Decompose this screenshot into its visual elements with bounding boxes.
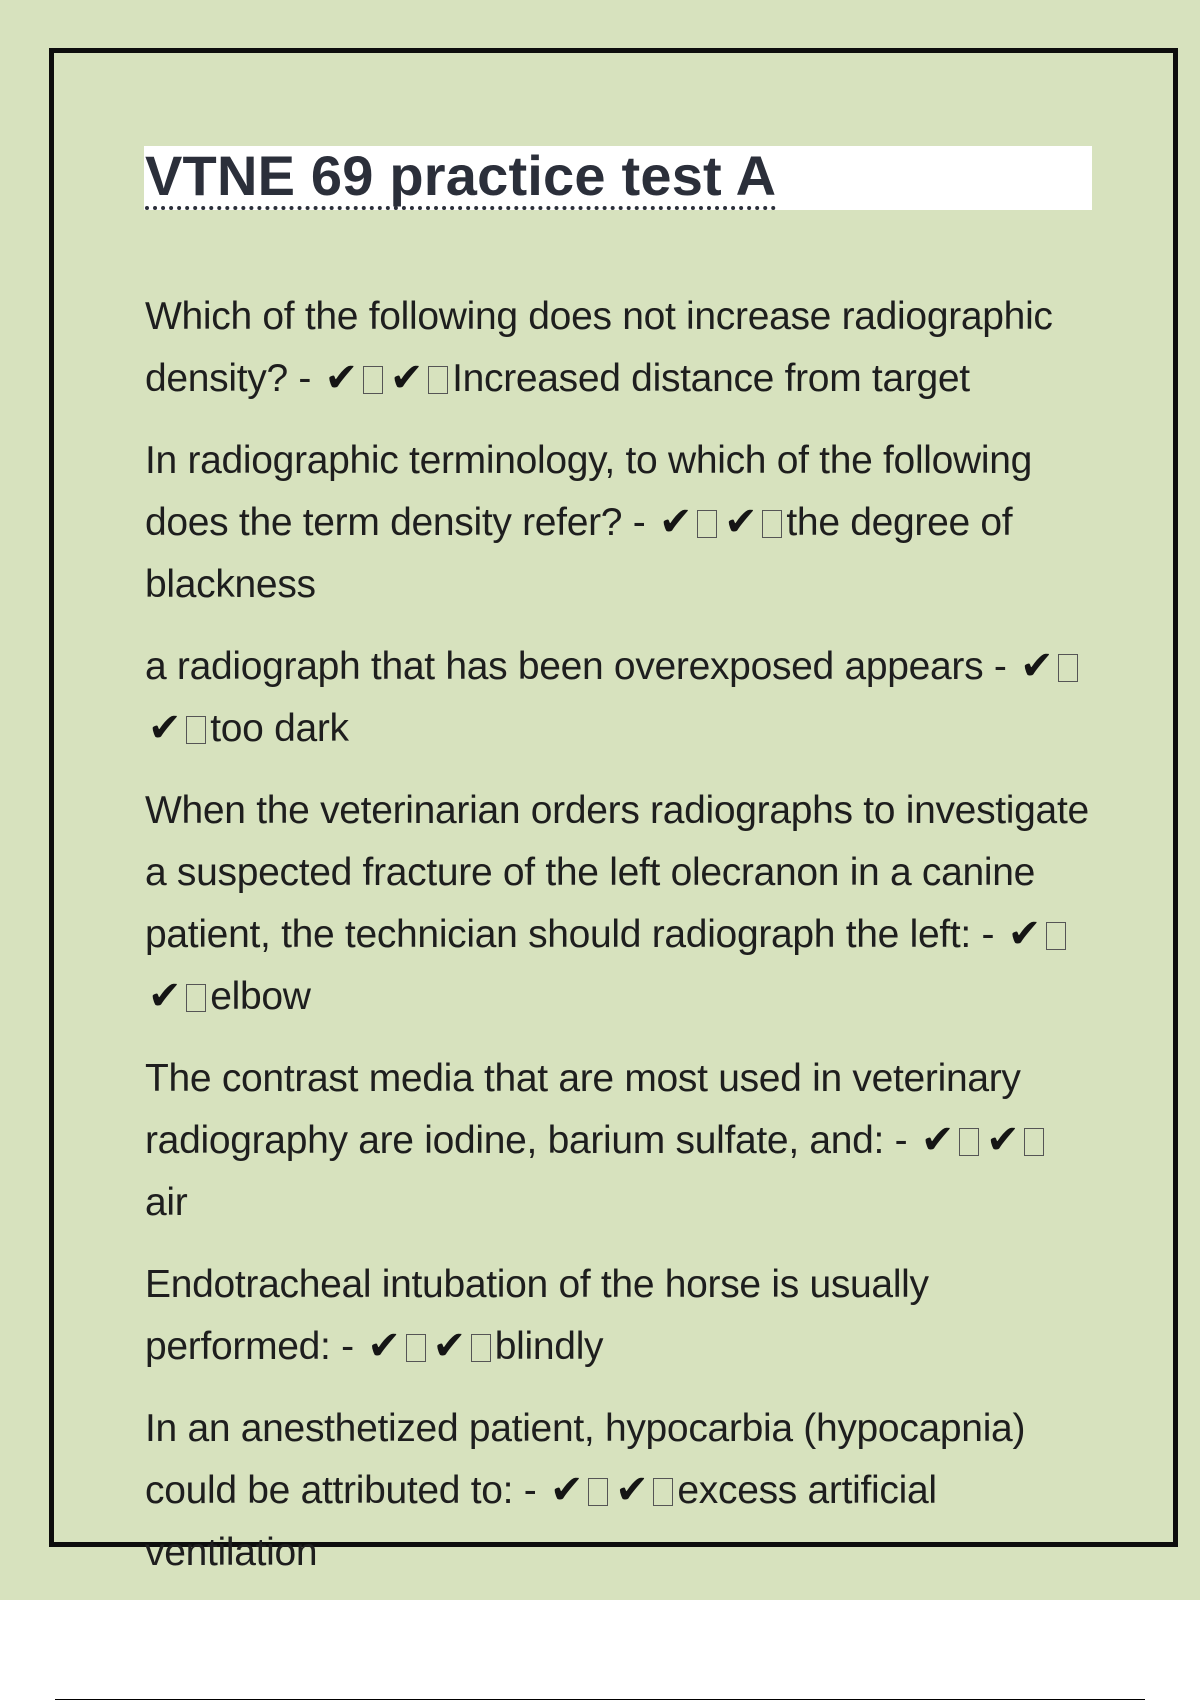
question-text: In radiographic terminology, to which of the following does the term density refer? xyxy=(145,439,1033,544)
qa-item: a radiograph that has been overexposed appears - ✔✔ too dark xyxy=(145,636,1090,760)
empty-box-icon xyxy=(406,1334,426,1362)
heavy-check-mark-icon: ✔ xyxy=(920,1117,955,1163)
empty-box-icon xyxy=(1058,654,1078,682)
empty-box-icon xyxy=(653,1478,673,1506)
heavy-check-mark-icon: ✔ xyxy=(615,1467,649,1513)
heavy-check-mark-icon: ✔ xyxy=(724,499,758,545)
heavy-check-mark-icon: ✔ xyxy=(324,355,358,401)
heavy-check-mark-icon: ✔ xyxy=(1020,643,1054,689)
question-text: The contrast media that are most used in veterinary radiography are iodine, barium sulfate, and: xyxy=(145,1057,1021,1162)
question-text: Endotracheal intubation of the horse is usually performed: xyxy=(145,1263,929,1368)
heavy-check-mark-icon: ✔ xyxy=(367,1323,401,1369)
answer-text: the degree of blackness xyxy=(145,501,1013,606)
qa-item: Endotracheal intubation of the horse is usually performed: - ✔ ✔ blindly xyxy=(145,1263,929,1369)
heavy-check-mark-icon: ✔ xyxy=(148,705,182,751)
empty-box-icon xyxy=(588,1478,608,1506)
question-text: a radiograph that has been overexposed appears xyxy=(145,645,984,688)
qa-item: In radiographic terminology, to which of the following does the term density refer? - ✔ ✔ the degree of blackness xyxy=(145,439,1033,606)
answer-text: air xyxy=(145,1181,188,1224)
qa-list xyxy=(145,286,1090,1604)
qa-item: Which of the following does not increase radiographic density? - ✔ ✔ Increased distance from target xyxy=(145,295,1053,401)
empty-box-icon xyxy=(428,366,448,394)
empty-box-icon xyxy=(959,1128,979,1156)
document-title: VTNE 69 practice test A xyxy=(145,148,776,210)
qa-item: When the veterinarian orders radiographs to investigate a suspected fracture of the left olecranon in a canine patient, the technician should radiograph the left: - ✔✔ elbow xyxy=(145,789,1089,1019)
empty-box-icon xyxy=(186,716,206,744)
empty-box-icon xyxy=(762,510,782,538)
answer-text: too dark xyxy=(210,707,349,750)
question-text: Which of the following does not increase radiographic density? xyxy=(145,295,1053,400)
heavy-check-mark-icon: ✔ xyxy=(658,499,693,545)
qa-item: In an anesthetized patient, hypocarbia (hypocapnia) could be attributed to: - ✔ ✔ excess artificial ventilation xyxy=(145,1407,1026,1574)
heavy-check-mark-icon: ✔ xyxy=(986,1117,1020,1163)
qa-item: The contrast media that are most used in veterinary radiography are iodine, barium sulfate, and: - ✔ ✔air xyxy=(145,1048,1090,1234)
empty-box-icon xyxy=(1024,1128,1044,1156)
heavy-check-mark-icon: ✔ xyxy=(389,355,424,401)
empty-box-icon xyxy=(697,510,717,538)
question-text: In an anesthetized patient, hypocarbia (hypocapnia) could be attributed to: xyxy=(145,1407,1026,1512)
answer-text: Increased distance from target xyxy=(452,357,970,400)
heavy-check-mark-icon: ✔ xyxy=(432,1323,466,1369)
empty-box-icon xyxy=(363,366,383,394)
empty-box-icon xyxy=(186,984,206,1012)
answer-text: excess artificial ventilation xyxy=(145,1469,937,1574)
answer-text: blindly xyxy=(494,1325,604,1368)
answer-text: elbow xyxy=(210,975,311,1018)
heavy-check-mark-icon: ✔ xyxy=(549,1467,584,1513)
question-text: When the veterinarian orders radiographs to investigate a suspected fracture of the left olecranon in a canine patient, the technician should radiograph the left: xyxy=(145,789,1089,956)
heavy-check-mark-icon: ✔ xyxy=(1007,911,1041,957)
empty-box-icon xyxy=(1046,922,1066,950)
heavy-check-mark-icon: ✔ xyxy=(148,973,182,1019)
empty-box-icon xyxy=(471,1334,491,1362)
